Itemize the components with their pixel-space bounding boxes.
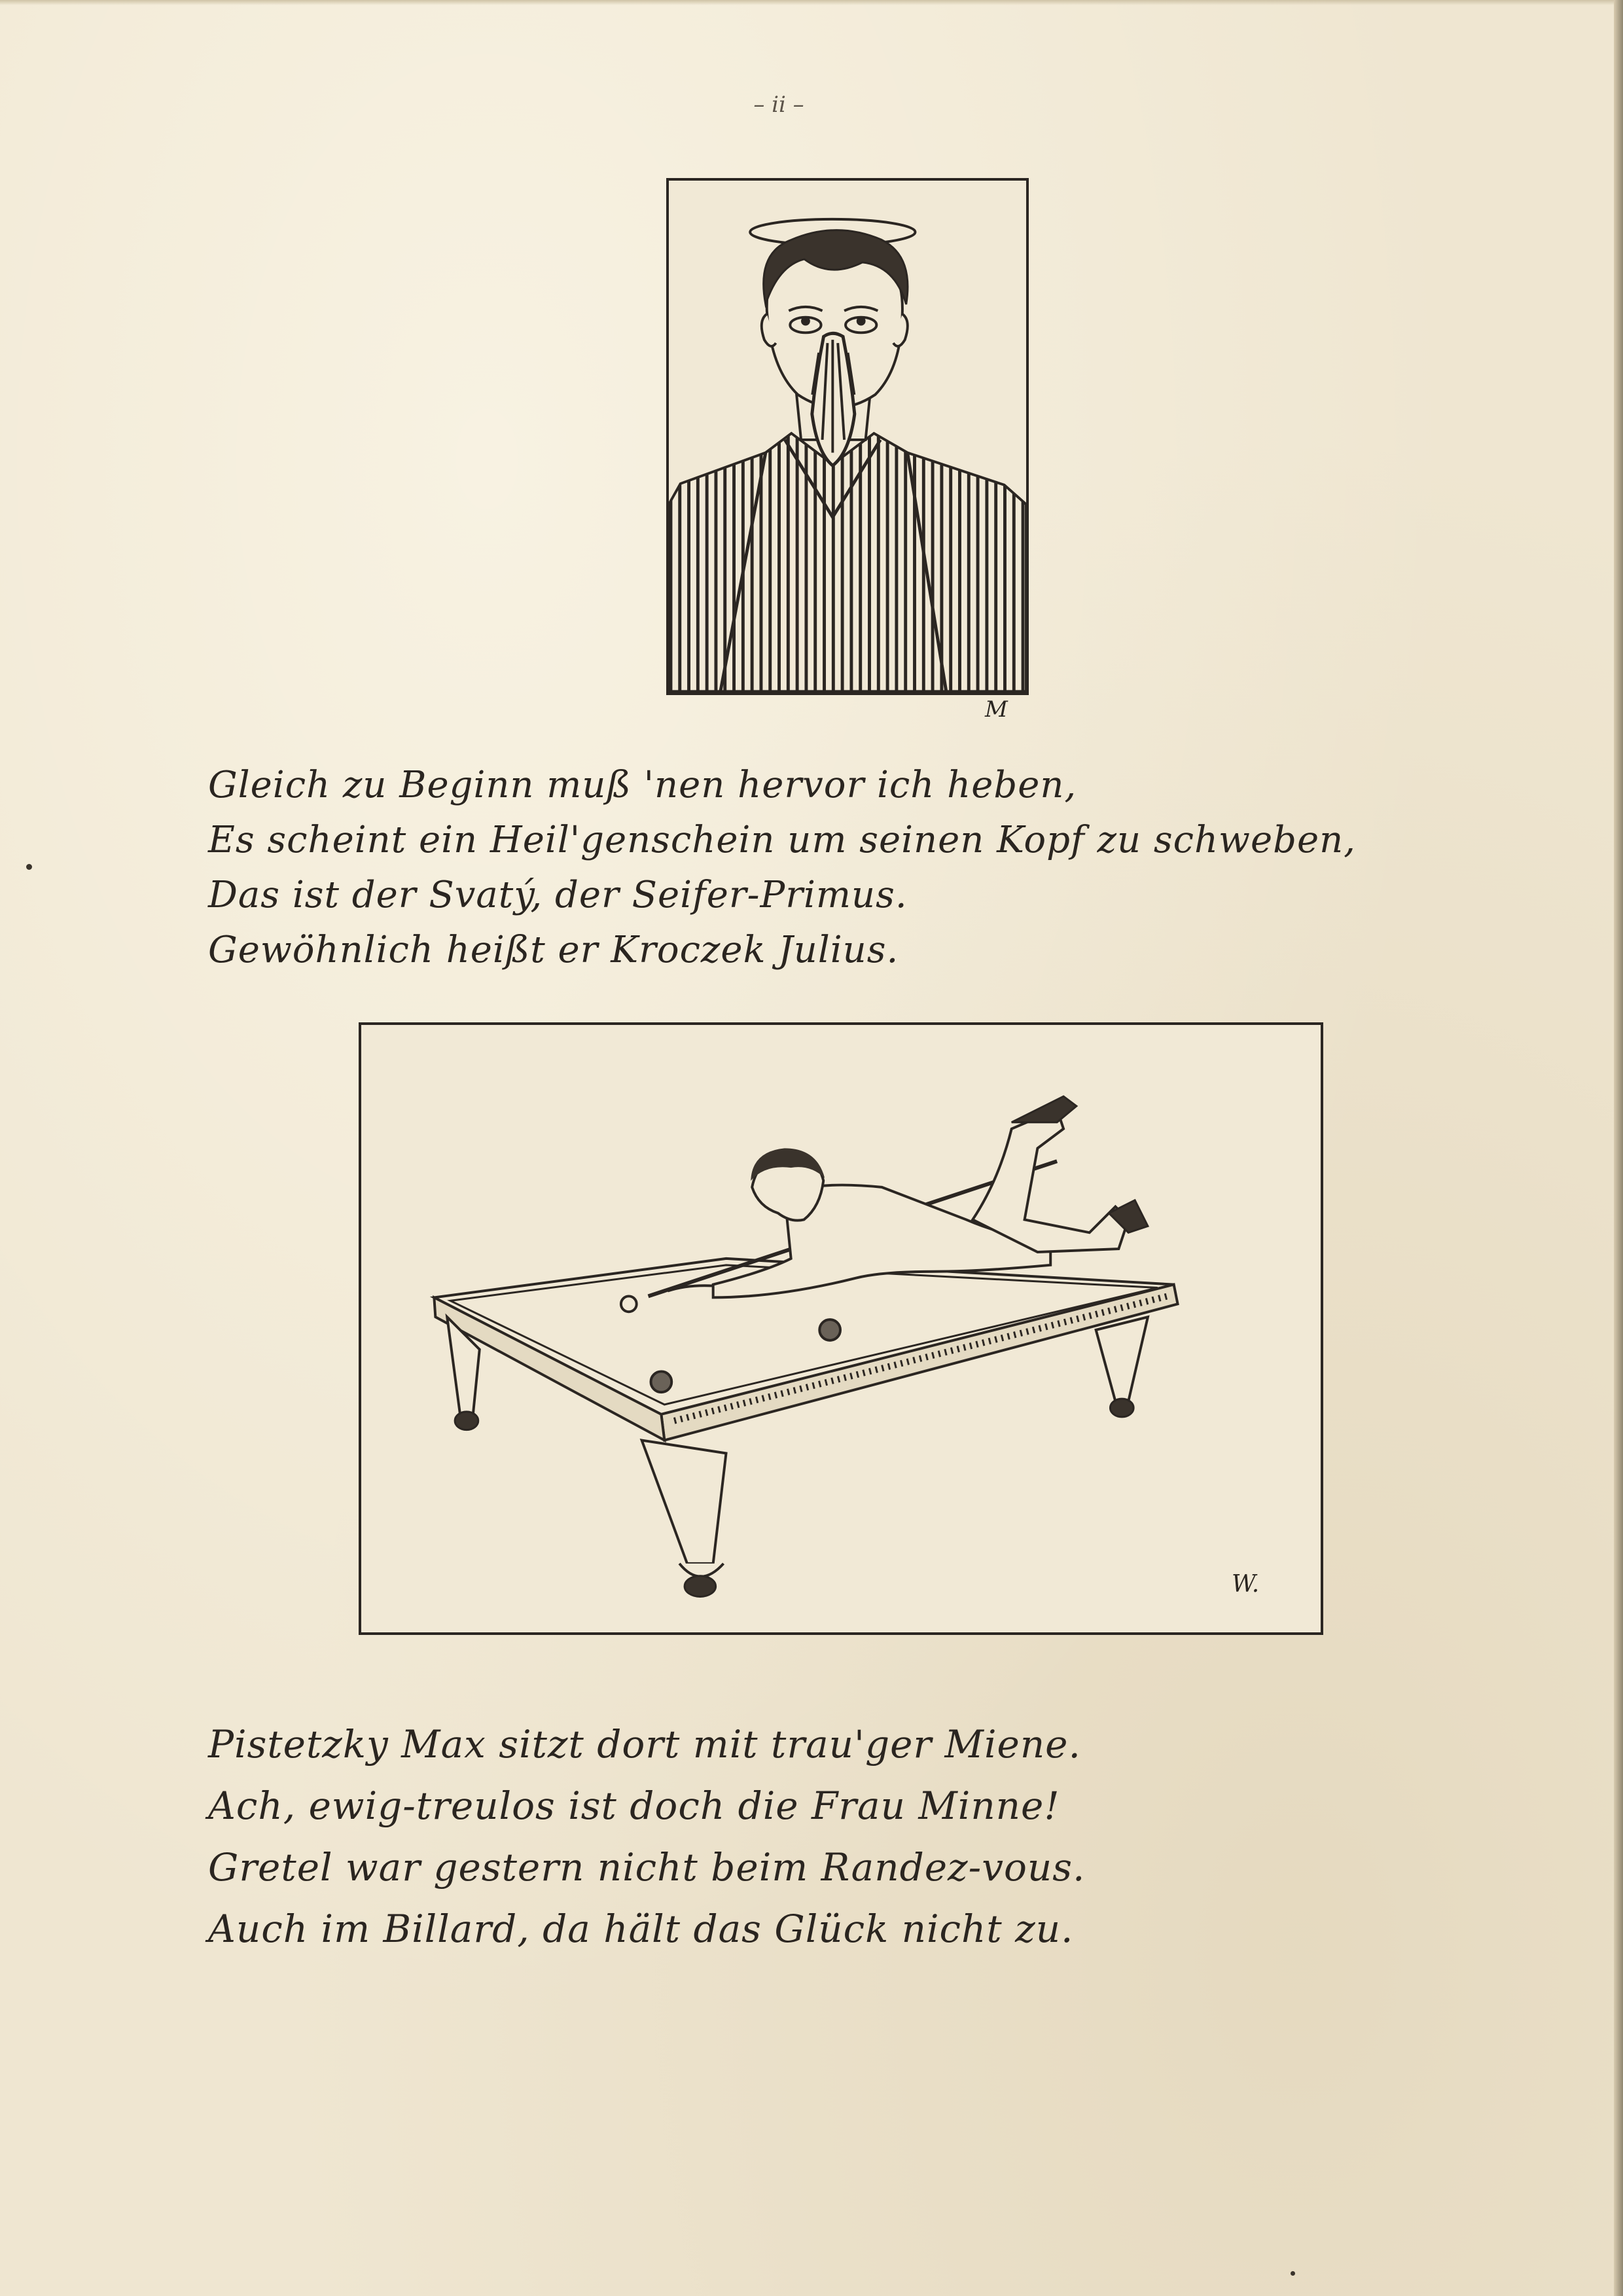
page-number: – ii – [753,92,804,118]
page-top-edge [0,0,1623,5]
verse-line: Gewöhnlich heißt er Kroczek Julius. [208,929,899,971]
verse-line: Pistetzky Max sitzt dort mit trau'ger Miene. [208,1722,1081,1767]
verse-line: Gleich zu Beginn muß 'nen hervor ich heben, [208,764,1077,806]
verse-line: Gretel war gestern nicht beim Randez-vous. [208,1845,1086,1890]
ink-spot [26,864,32,870]
player-legs [972,1109,1128,1252]
table-leg [1096,1317,1148,1401]
billiard-player-drawing [359,1022,1323,1635]
billiard-ball [621,1296,637,1312]
artist-initials-1: M [985,696,1008,723]
table-leg [642,1441,726,1564]
page-right-edge [1614,0,1623,2296]
verse-line: Ach, ewig-treulos ist doch die Frau Minne! [208,1784,1060,1828]
ink-spot [1291,2271,1295,2276]
praying-man-drawing [669,181,1026,692]
verse-line: Auch im Billard, da hält das Glück nicht zu. [208,1907,1074,1951]
verse-line: Das ist der Svatý, der Seifer-Primus. [208,874,908,916]
billiard-ball [819,1319,840,1340]
jacket [669,433,1026,691]
verse-1 [208,758,1356,978]
billiard-ball [651,1371,672,1392]
verse-2 [208,1713,1085,1960]
praying-man-portrait [666,178,1029,695]
artist-initials-2: W. [1232,1571,1260,1598]
verse-line: Es scheint ein Heil'genschein um seinen Kopf zu schweben, [208,819,1356,861]
